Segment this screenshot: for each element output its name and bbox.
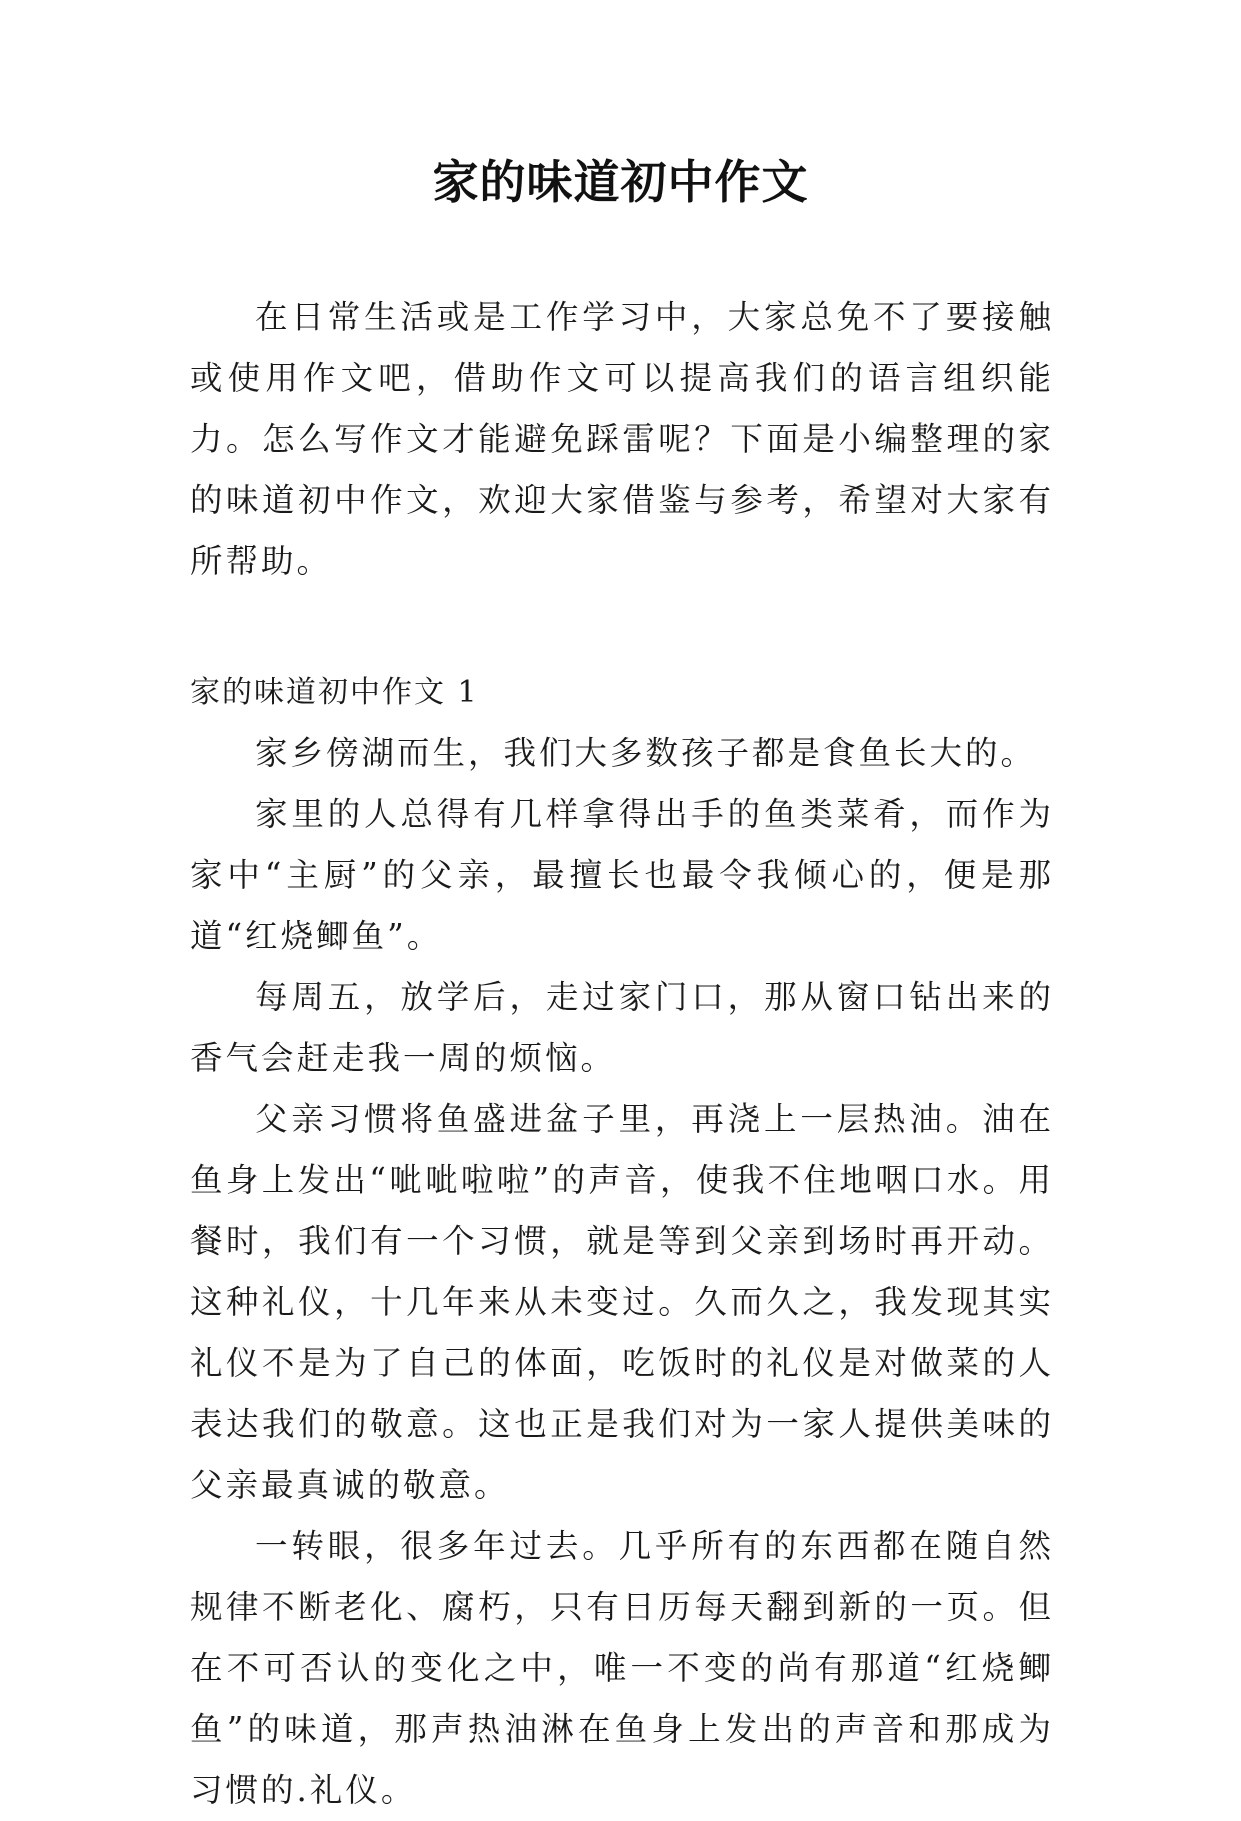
body-paragraph-4: 父亲习惯将鱼盛进盆子里，再浇上一层热油。油在鱼身上发出“呲呲啦啦”的声音，使我不住地咽口水。用餐时，我们有一个习惯，就是等到父亲到场时再开动。这种礼仪，十几年来从未变过。久而久之，我发现其实礼仪不是为了自己的体面，吃饭时的礼仪是对做菜的人表达我们的敬意。这也正是我们对为一家人提供美味的父亲最真诚的敬意。 xyxy=(190,1100,1054,1504)
body-paragraph-1: 家乡傍湖而生，我们大多数孩子都是食鱼长大的。 xyxy=(255,734,1037,772)
body-paragraph-3: 每周五，放学后，走过家门口，那从窗口钻出来的香气会赶走我一周的烦恼。 xyxy=(190,978,1054,1077)
body-paragraph-2: 家里的人总得有几样拿得出手的鱼类菜肴，而作为家中“主厨”的父亲，最擅长也最令我倾心的，便是那道“红烧鲫鱼”。 xyxy=(190,795,1054,955)
intro-paragraph: 在日常生活或是工作学习中，大家总免不了要接触或使用作文吧，借助作文可以提高我们的语言组织能力。怎么写作文才能避免踩雷呢？下面是小编整理的家的味道初中作文，欢迎大家借鉴与参考，希望对大家有所帮助。 xyxy=(190,298,1054,580)
document-title: 家的味道初中作文 xyxy=(432,155,809,209)
body-paragraph-5: 一转眼，很多年过去。几乎所有的东西都在随自然规律不断老化、腐朽，只有日历每天翻到新的一页。但在不可否认的变化之中，唯一不变的尚有那道“红烧鲫鱼”的味道，那声热油淋在鱼身上发出的声音和那成为习惯的.礼仪。 xyxy=(190,1527,1054,1809)
document-body xyxy=(190,287,1054,1821)
section-heading: 家的味道初中作文 1 xyxy=(190,675,479,710)
